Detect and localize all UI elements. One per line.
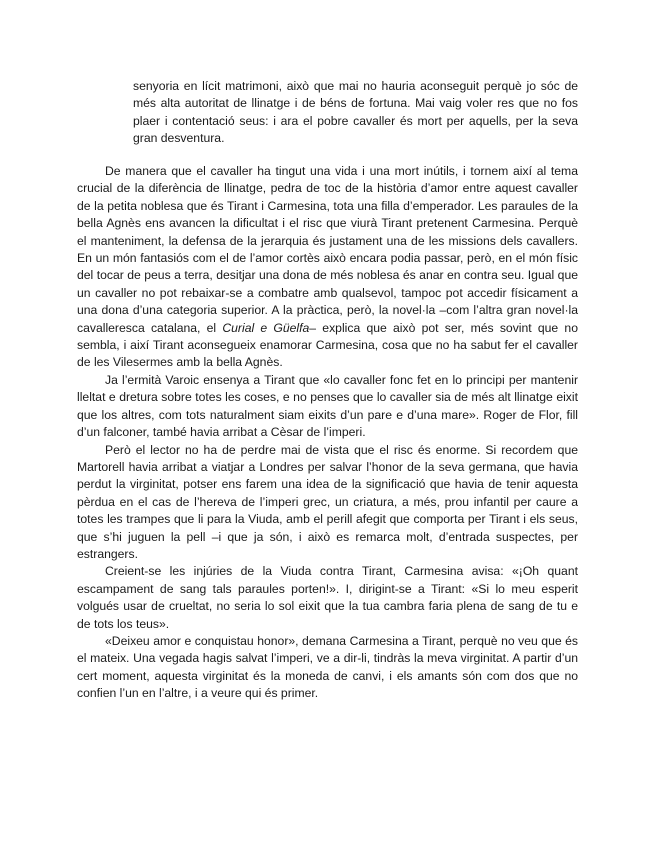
paragraph-1-part-b: – explica que això pot ser, més sovint que no sembla, i així Tirant aconsegueix enamorar Carmesina, cosa que no ha sabut fer el cavaller de les Vilesermes amb la bella Agnès. [77,320,578,370]
paragraph-3: Però el lector no ha de perdre mai de vista que el risc és enorme. Si recordem que Martorell havia arribat a viatjar a Londres per salvar l’honor de la seva germana, que havia perdut la virginitat, potser ens farem una idea de la significació que havia de tenir aquesta pèrdua en el cas de l’hereva de l’imperi grec, un criatura, a més, prou infantil per caure a totes les trampes que li para la Viuda, amb el perill afegit que comporta per Tirant i els seus, que s’hi juguen la pell –i que ja són, i això es remarca molt, d’entrada suspectes, per estrangers. [77,442,578,561]
paragraph-2: Ja l’ermità Varoic ensenya a Tirant que «lo cavaller fonc fet en lo principi per mantenir lleltat e dretura sobre totes les coses, e no penses que lo cavaller sia de més alt llinatge eixit que los altres, com tots naturalment siam eixits d’un pare e d’una mare». Roger de Flor, fill d’un falconer, també havia arribat a Cèsar de l’imperi. [77,372,578,440]
block-quote: senyoria en lícit matrimoni, això que mai no hauria aconseguit perquè jo sóc de més alta autoritat de llinatge i de béns de fortuna. Mai vaig voler res que no fos plaer i contentació seus: i ara el pobre cavaller és mort per aquells, per la seva gran desventura. [133,79,578,146]
paragraph-5: «Deixeu amor e conquistau honor», demana Carmesina a Tirant, perquè no veu que és el mateix. Una vegada hagis salvat l’imperi, ve a dir-li, tindràs la meva virginitat. A partir d’un cert moment, aquesta virginitat és la moneda de canvi, i els amants són com dos que no confien l’un en l’altre, i a veure qui és primer. [77,633,578,701]
paragraph-1-part-a: De manera que el cavaller ha tingut una vida i una mort inútils, i tornem així al tema crucial de la diferència de llinatge, pedra de toc de la història d’amor entre aquest cavaller de la petita noblesa que és Tirant i Carmesina, tota una filla d’emperador. Les paraules de la bella Agnès ens avancen la dificultat i el risc que viurà Tirant pretenent Carmesina. Perquè el manteniment, la defensa de la jerarquia és justament una de les missions dels cavallers. En un món fantasiós com el de l’amor cortès això encara podia passar, però, en el món físic del tocar de peus a terra, desitjar una dona de més noblesa és anar en contra seu. Igual que un cavaller no pot rebaixar-se a combatre amb qualsevol, tampoc pot accedir físicament a una dona d’una categoria superior. A la pràctica, però, la novel·la –com l’altra gran novel·la cavalleresca catalana, el [77,164,578,335]
paragraph-4: Creient-se les injúries de la Viuda contra Tirant, Carmesina avisa: «¡Oh quant escampament de sang tals paraules porten!». I, dirigint-se a Tirant: «Si lo meu esperit volgués usar de crueltat, no seria lo sol eixit que la tua cambra faria plena de sang de tu e de tots los teus». [77,564,578,631]
book-title-italic: Curial e Güelfa [222,320,310,335]
body-text [77,163,578,703]
paragraph-1 [77,163,578,372]
